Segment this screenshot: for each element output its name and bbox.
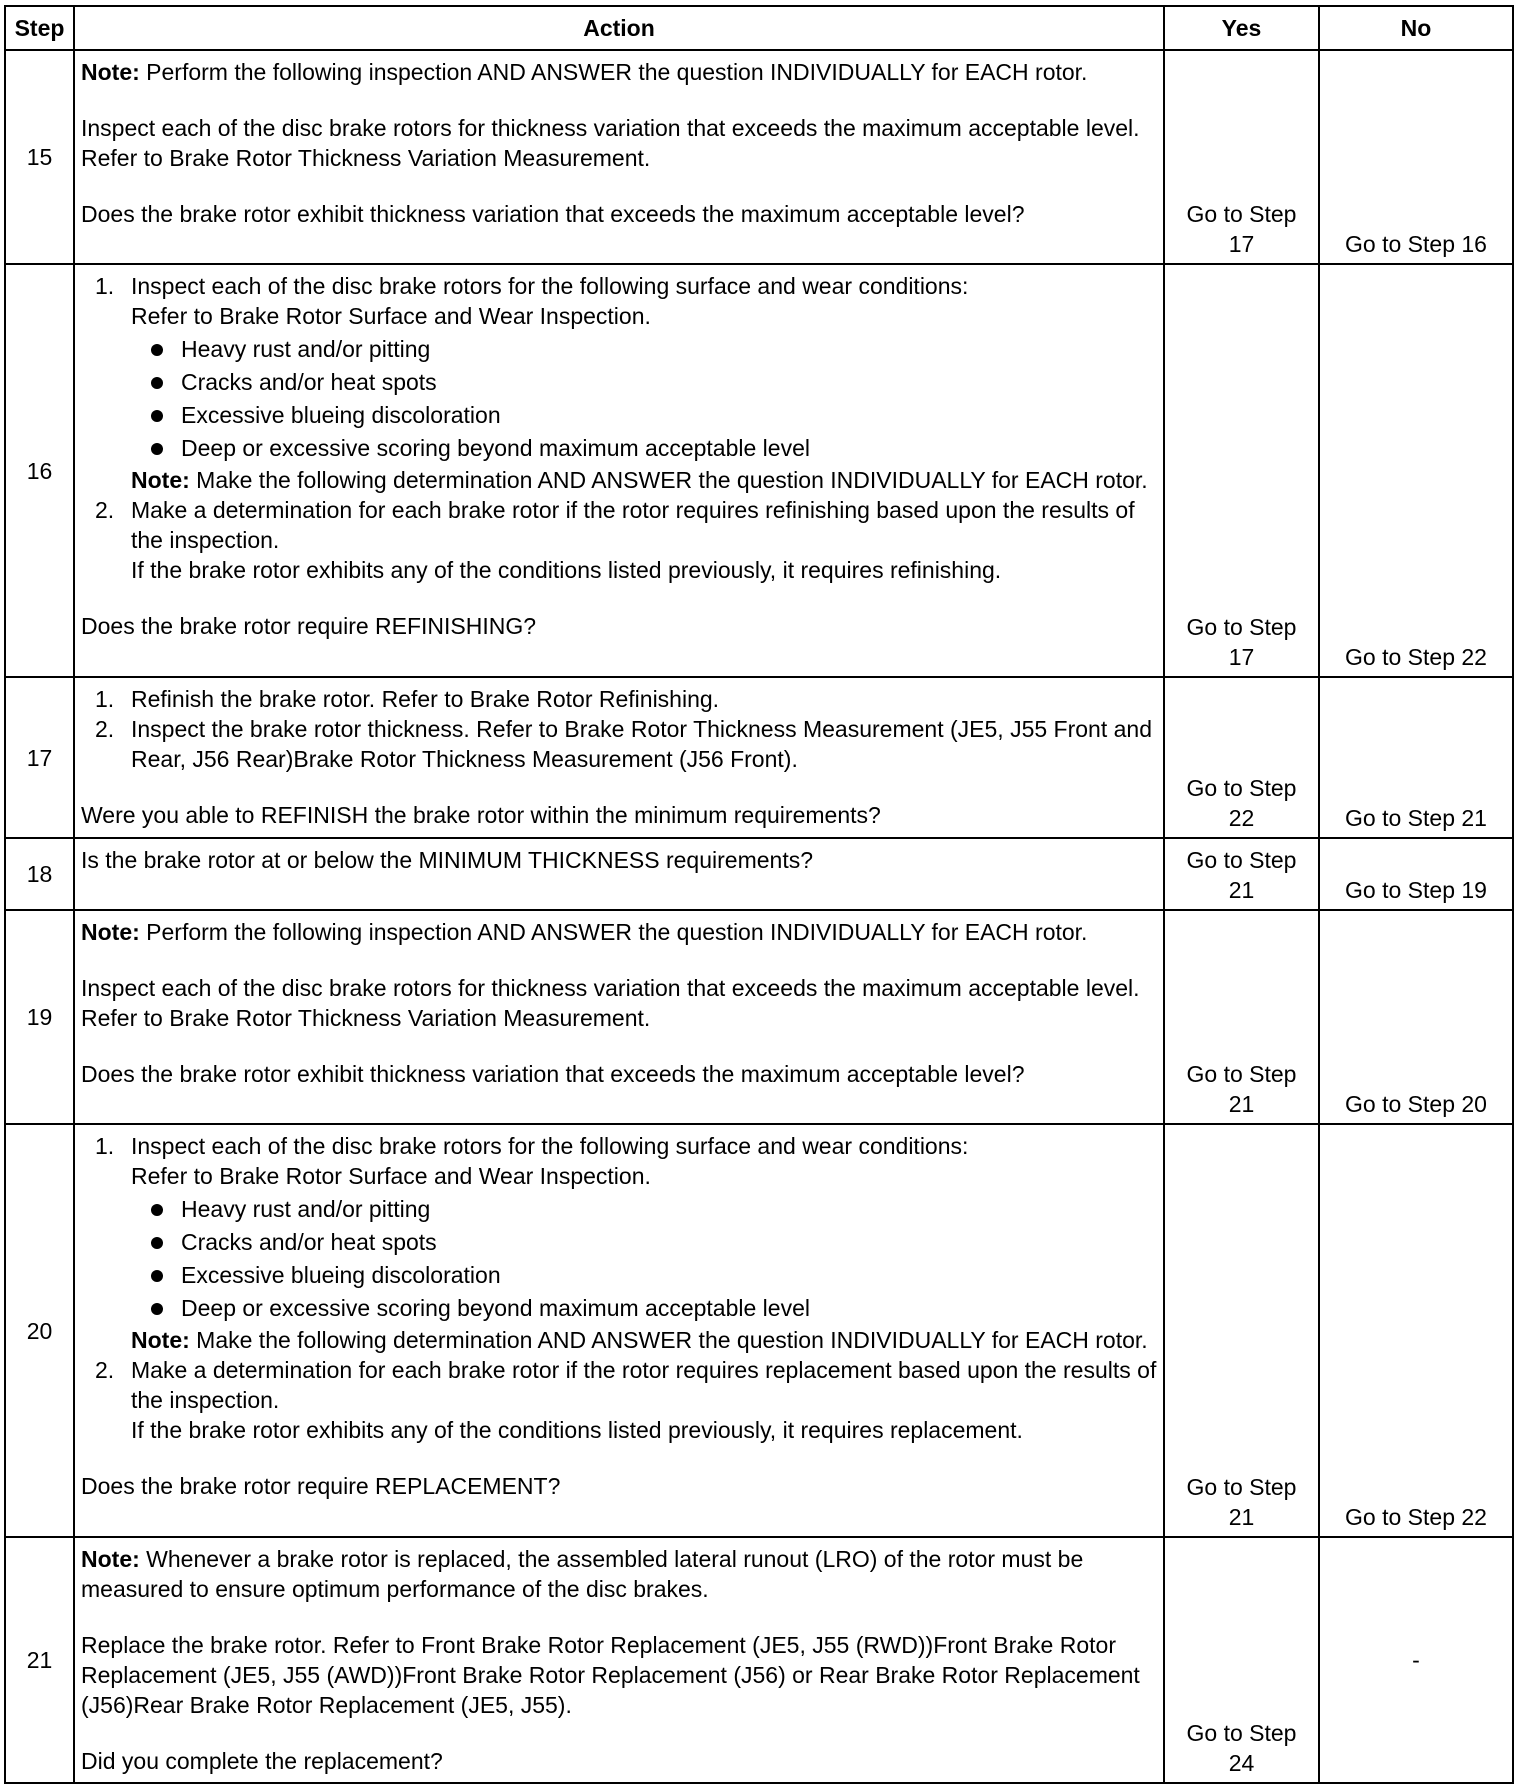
- question-text: Is the brake rotor at or below the MINIMUM THICKNESS requirements?: [81, 847, 814, 873]
- bullet-item: Heavy rust and/or pitting: [131, 333, 1157, 366]
- list-item-text: Make a determination for each brake rotor if the rotor requires refinishing based upon the results of the inspection.: [131, 497, 1135, 553]
- question-text: Were you able to REFINISH the brake rotor within the minimum requirements?: [81, 802, 881, 828]
- question-text: Does the brake rotor require REFINISHING?: [81, 613, 537, 639]
- note-label: Note:: [81, 1546, 140, 1572]
- bullet-icon: [151, 1237, 163, 1249]
- bullet-icon: [151, 377, 163, 389]
- diagnostic-table: [4, 5, 1514, 1784]
- yes-link[interactable]: Go to Step 21: [1186, 1474, 1297, 1530]
- bullet-item: Cracks and/or heat spots: [131, 366, 1157, 399]
- numbered-list: [81, 684, 1157, 774]
- step-number: 20: [5, 1124, 74, 1537]
- header-action: Action: [74, 6, 1164, 50]
- list-item-text: Make a determination for each brake rotor if the rotor requires replacement based upon the results of the inspection.: [131, 1357, 1157, 1413]
- no-value: -: [1412, 1647, 1420, 1673]
- diagnostic-table-wrapper: [4, 5, 1512, 1784]
- yes-cell: [1164, 838, 1319, 910]
- step-number: 19: [5, 910, 74, 1124]
- note-paragraph: [81, 1544, 1157, 1604]
- list-number: 2.: [95, 1357, 115, 1383]
- note-text: Perform the following inspection AND ANSWER the question INDIVIDUALLY for EACH rotor.: [139, 919, 1088, 945]
- note-paragraph: [131, 1325, 1157, 1355]
- step-number: 15: [5, 50, 74, 264]
- bullet-icon: [151, 1270, 163, 1282]
- condition-bullets: [131, 1193, 1157, 1325]
- bullet-icon: [151, 1204, 163, 1216]
- no-cell: [1319, 838, 1513, 910]
- yes-link[interactable]: Go to Step 21: [1186, 847, 1297, 903]
- note-paragraph: [81, 57, 1157, 87]
- list-item-text: Refinish the brake rotor. Refer to Brake Rotor Refinishing.: [131, 686, 720, 712]
- table-row-step-20: [5, 1124, 1513, 1537]
- table-row-step-18: [5, 838, 1513, 910]
- note-label: Note:: [81, 919, 140, 945]
- question-text: Does the brake rotor exhibit thickness variation that exceeds the maximum acceptable level?: [81, 1061, 1025, 1087]
- bullet-item: Excessive blueing discoloration: [131, 1259, 1157, 1292]
- bullet-icon: [151, 410, 163, 422]
- list-item: [81, 271, 1157, 495]
- yes-cell: [1164, 264, 1319, 677]
- yes-cell: [1164, 1537, 1319, 1783]
- yes-cell: [1164, 677, 1319, 838]
- table-row-step-19: [5, 910, 1513, 1124]
- no-link[interactable]: Go to Step 21: [1345, 805, 1487, 831]
- note-label: Note:: [131, 1327, 190, 1353]
- action-cell: [74, 50, 1164, 264]
- list-item-text: Inspect the brake rotor thickness. Refer to Brake Rotor Thickness Measurement (JE5, J55 Front and Rear, J56 Rear)Brake Rotor Thickness Measurement (J56 Front).: [131, 716, 1152, 772]
- bullet-item: Deep or excessive scoring beyond maximum acceptable level: [131, 1292, 1157, 1325]
- note-label: Note:: [131, 467, 190, 493]
- no-cell: [1319, 50, 1513, 264]
- list-number: 2.: [95, 497, 115, 523]
- list-item: [81, 1131, 1157, 1355]
- action-cell: [74, 910, 1164, 1124]
- no-cell: [1319, 910, 1513, 1124]
- note-text: Perform the following inspection AND ANSWER the question INDIVIDUALLY for EACH rotor.: [139, 59, 1088, 85]
- numbered-list: [81, 271, 1157, 585]
- yes-cell: [1164, 50, 1319, 264]
- list-number: 2.: [95, 716, 115, 742]
- table-row-step-15: [5, 50, 1513, 264]
- no-cell: [1319, 264, 1513, 677]
- no-cell: [1319, 1124, 1513, 1537]
- bullet-icon: [151, 443, 163, 455]
- no-link[interactable]: Go to Step 22: [1345, 644, 1487, 670]
- list-item-text: Inspect each of the disc brake rotors for the following surface and wear conditions:: [131, 1133, 969, 1159]
- bullet-item: Cracks and/or heat spots: [131, 1226, 1157, 1259]
- header-yes: Yes: [1164, 6, 1319, 50]
- list-number: 1.: [95, 686, 115, 712]
- table-row-step-21: [5, 1537, 1513, 1783]
- list-item-extra: If the brake rotor exhibits any of the conditions listed previously, it requires refinishing.: [131, 557, 1002, 583]
- no-link[interactable]: Go to Step 16: [1345, 231, 1487, 257]
- bullet-icon: [151, 344, 163, 356]
- note-text: Make the following determination AND ANSWER the question INDIVIDUALLY for EACH rotor.: [189, 1327, 1148, 1353]
- yes-link[interactable]: Go to Step 22: [1186, 775, 1297, 831]
- no-link[interactable]: Go to Step 19: [1345, 877, 1487, 903]
- note-text: Whenever a brake rotor is replaced, the assembled lateral runout (LRO) of the rotor must be measured to ensure optimum performance of the disc brakes.: [81, 1546, 1084, 1602]
- bullet-item: Deep or excessive scoring beyond maximum acceptable level: [131, 432, 1157, 465]
- action-cell: [74, 1537, 1164, 1783]
- list-item-reference: Refer to Brake Rotor Surface and Wear Inspection.: [131, 303, 651, 329]
- action-cell: [74, 1124, 1164, 1537]
- header-row: [5, 6, 1513, 50]
- action-cell: [74, 677, 1164, 838]
- no-link[interactable]: Go to Step 20: [1345, 1091, 1487, 1117]
- question-text: Does the brake rotor exhibit thickness variation that exceeds the maximum acceptable level?: [81, 201, 1025, 227]
- list-item-extra: If the brake rotor exhibits any of the conditions listed previously, it requires replacement.: [131, 1417, 1023, 1443]
- step-number: 17: [5, 677, 74, 838]
- no-cell: [1319, 677, 1513, 838]
- note-label: Note:: [81, 59, 140, 85]
- bullet-item: Heavy rust and/or pitting: [131, 1193, 1157, 1226]
- list-item: [81, 1355, 1157, 1445]
- yes-cell: [1164, 1124, 1319, 1537]
- no-link[interactable]: Go to Step 22: [1345, 1504, 1487, 1530]
- table-row-step-16: [5, 264, 1513, 677]
- instruction-text: Inspect each of the disc brake rotors for thickness variation that exceeds the maximum acceptable level. Refer to Brake Rotor Thickness Variation Measurement.: [81, 115, 1140, 171]
- instruction-text: Inspect each of the disc brake rotors for thickness variation that exceeds the maximum acceptable level. Refer to Brake Rotor Thickness Variation Measurement.: [81, 975, 1140, 1031]
- list-item: [81, 495, 1157, 585]
- yes-link[interactable]: Go to Step 17: [1186, 614, 1297, 670]
- question-text: Does the brake rotor require REPLACEMENT?: [81, 1473, 561, 1499]
- condition-bullets: [131, 333, 1157, 465]
- yes-link[interactable]: Go to Step 17: [1186, 201, 1297, 257]
- numbered-list: [81, 1131, 1157, 1445]
- header-step: Step: [5, 6, 74, 50]
- yes-link[interactable]: Go to Step 21: [1186, 1061, 1297, 1117]
- yes-link[interactable]: Go to Step 24: [1186, 1720, 1297, 1776]
- step-number: 21: [5, 1537, 74, 1783]
- bullet-icon: [151, 1303, 163, 1315]
- list-number: 1.: [95, 1133, 115, 1159]
- yes-cell: [1164, 910, 1319, 1124]
- list-item-reference: Refer to Brake Rotor Surface and Wear Inspection.: [131, 1163, 651, 1189]
- note-paragraph: [81, 917, 1157, 947]
- table-row-step-17: [5, 677, 1513, 838]
- action-cell: [74, 838, 1164, 910]
- no-cell: [1319, 1537, 1513, 1783]
- step-number: 16: [5, 264, 74, 677]
- list-number: 1.: [95, 273, 115, 299]
- question-text: Did you complete the replacement?: [81, 1748, 443, 1774]
- instruction-text: Replace the brake rotor. Refer to Front Brake Rotor Replacement (JE5, J55 (RWD))Front Brake Rotor Replacement (JE5, J55 (AWD))Front Brake Rotor Replacement (J56) or Rear Brake Rotor Replacement (J56)Rear Brake Rotor Replacement (JE5, J55).: [81, 1632, 1140, 1718]
- list-item: [81, 684, 1157, 714]
- bullet-item: Excessive blueing discoloration: [131, 399, 1157, 432]
- action-cell: [74, 264, 1164, 677]
- note-text: Make the following determination AND ANSWER the question INDIVIDUALLY for EACH rotor.: [189, 467, 1148, 493]
- note-paragraph: [131, 465, 1157, 495]
- list-item-text: Inspect each of the disc brake rotors for the following surface and wear conditions:: [131, 273, 969, 299]
- step-number: 18: [5, 838, 74, 910]
- header-no: No: [1319, 6, 1513, 50]
- list-item: [81, 714, 1157, 774]
